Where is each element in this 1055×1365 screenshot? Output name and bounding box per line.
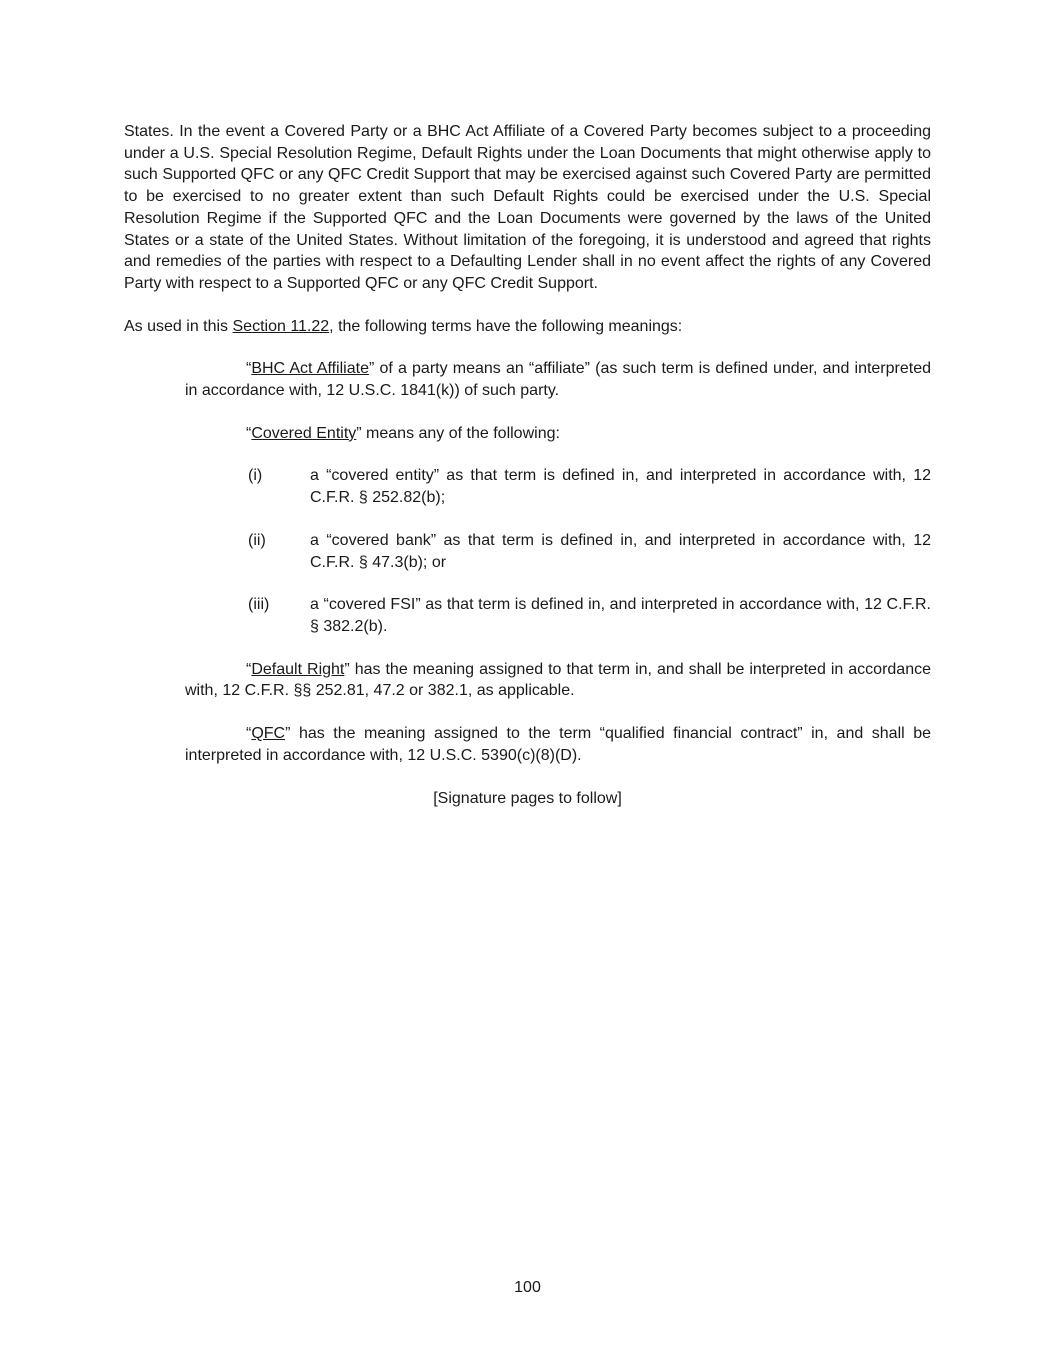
definition-covered-entity-text: ” means any of the following: (356, 424, 560, 442)
list-item-iii (248, 594, 931, 637)
list-marker-iii: (iii) (248, 596, 270, 614)
list-marker-i: (i) (248, 467, 263, 485)
list-item-ii (248, 530, 931, 573)
list-item-i (248, 465, 931, 508)
open-quote: “ (246, 360, 252, 378)
signature-pages-note: [Signature pages to follow] (433, 790, 622, 808)
intro-pre-text: As used in this (124, 317, 233, 335)
list-text-iii: a “covered FSI” as that term is defined in, and interpreted in accordance with, 12 C.F.R. § 382.2(b). (310, 596, 931, 635)
intro-post-text: , the following terms have the following meanings: (329, 317, 683, 335)
paragraph-continuation: States. In the event a Covered Party or a BHC Act Affiliate of a Covered Party becomes subject to a proceeding under a U.S. Special Resolution Regime, Default Rights under the Loan Documents that might otherwise apply to such Supported QFC or any QFC Credit Support that may be exercised against such Covered Party are permitted to be exercised to no greater extent than such Default Rights could be exercised under the U.S. Special Resolution Regime if the Supported QFC and the Loan Documents were governed by the laws of the United States or a state of the United States. Without limitation of the foregoing, it is understood and agreed that rights and remedies of the parties with respect to a Defaulting Lender shall in no event affect the rights of any Covered Party with respect to a Supported QFC or any QFC Credit Support. (124, 123, 931, 292)
definition-bhc-act-affiliate (185, 358, 931, 401)
defined-term-covered-entity: Covered Entity (251, 424, 357, 442)
list-text-i: a “covered entity” as that term is defined in, and interpreted in accordance with, 12 C.F.R. § 252.82(b); (310, 467, 931, 507)
definition-bhc-text: ” of a party means an “affiliate” (as such term is defined under, and interpreted in accordance with, 12 U.S.C. 1841(k)) of such party. (185, 360, 932, 400)
defined-term-default-right: Default Right (251, 660, 345, 678)
list-marker-ii: (ii) (248, 531, 266, 549)
section-reference: Section 11.22 (232, 317, 330, 335)
paragraph-intro (124, 316, 931, 338)
page-number: 100 (514, 1279, 541, 1297)
list-text-ii: a “covered bank” as that term is defined in, and interpreted in accordance with, 12 C.F.R. § 47.3(b); or (310, 531, 931, 571)
definition-qfc-text: ” has the meaning assigned to the term “qualified financial contract” in, and shall be interpreted in accordance with, 12 U.S.C. 5390(c)(8)(D). (185, 725, 931, 764)
open-quote: “ (246, 725, 252, 743)
definition-default-right (185, 659, 931, 702)
document-content (124, 121, 931, 831)
open-quote: “ (246, 660, 252, 678)
definition-qfc (185, 723, 931, 766)
open-quote: “ (246, 424, 252, 442)
defined-term-bhc-act-affiliate: BHC Act Affiliate (251, 360, 369, 378)
defined-term-qfc: QFC (251, 725, 286, 743)
definition-default-right-text: ” has the meaning assigned to that term in, and shall be interpreted in accordance with, 12 C.F.R. §§ 252.81, 47.2 or 382.1, as applicable. (185, 660, 932, 700)
definition-covered-entity (185, 423, 931, 445)
